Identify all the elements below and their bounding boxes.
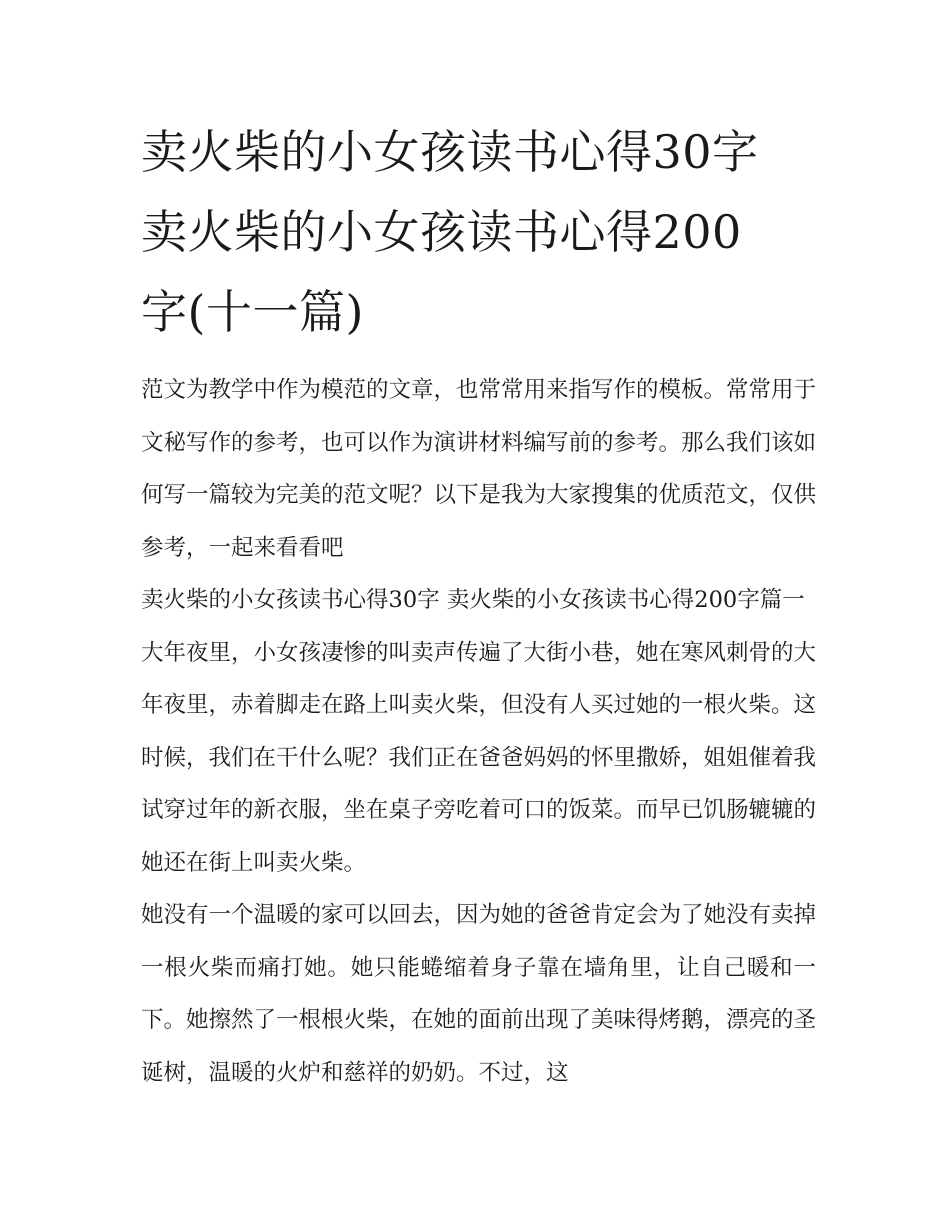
- title-line-1: [141, 112, 816, 192]
- title-line-3-text: 字(十一篇): [141, 285, 364, 339]
- body-paragraph-2: 她没有一个温暖的家可以回去，因为她的爸爸肯定会为了她没有卖掉一根火柴而痛打她。她只能蜷缩着身子靠在墙角里，让自己暖和一下。她擦然了一根根火柴，在她的面前出现了美味得烤鹅，漂亮的圣诞树，温暖的火炉和慈祥的奶奶。不过，这: [141, 902, 817, 1086]
- title-line-2: [141, 192, 816, 272]
- body-paragraph-1: 大年夜里，小女孩凄惨的叫卖声传遍了大街小巷，她在寒风刺骨的大年夜里，赤着脚走在路上叫卖火柴，但没有人买过她的一根火柴。这时候，我们在干什么呢？我们正在爸爸妈妈的怀里撒娇，姐姐催着我试穿过年的新衣服，坐在桌子旁吃着可口的饭菜。而早已饥肠辘辘的她还在街上叫卖火柴。: [141, 639, 817, 876]
- intro-paragraph: 范文为教学中作为模范的文章，也常常用来指写作的模板。常常用于文秘写作的参考，也可以作为演讲材料编写前的参考。那么我们该如何写一篇较为完美的范文呢？以下是我为大家搜集的优质范文，仅供参考，一起来看看吧: [141, 377, 817, 561]
- section-heading: 卖火柴的小女孩读书心得30字 卖火柴的小女孩读书心得200字篇一: [141, 587, 805, 613]
- document-title: [141, 112, 816, 352]
- title-line-3: [141, 272, 816, 352]
- document-page: [141, 112, 816, 1099]
- title-line-2-text: 卖火柴的小女孩读书心得200: [141, 205, 742, 259]
- title-line-1-text: 卖火柴的小女孩读书心得30字: [141, 125, 759, 179]
